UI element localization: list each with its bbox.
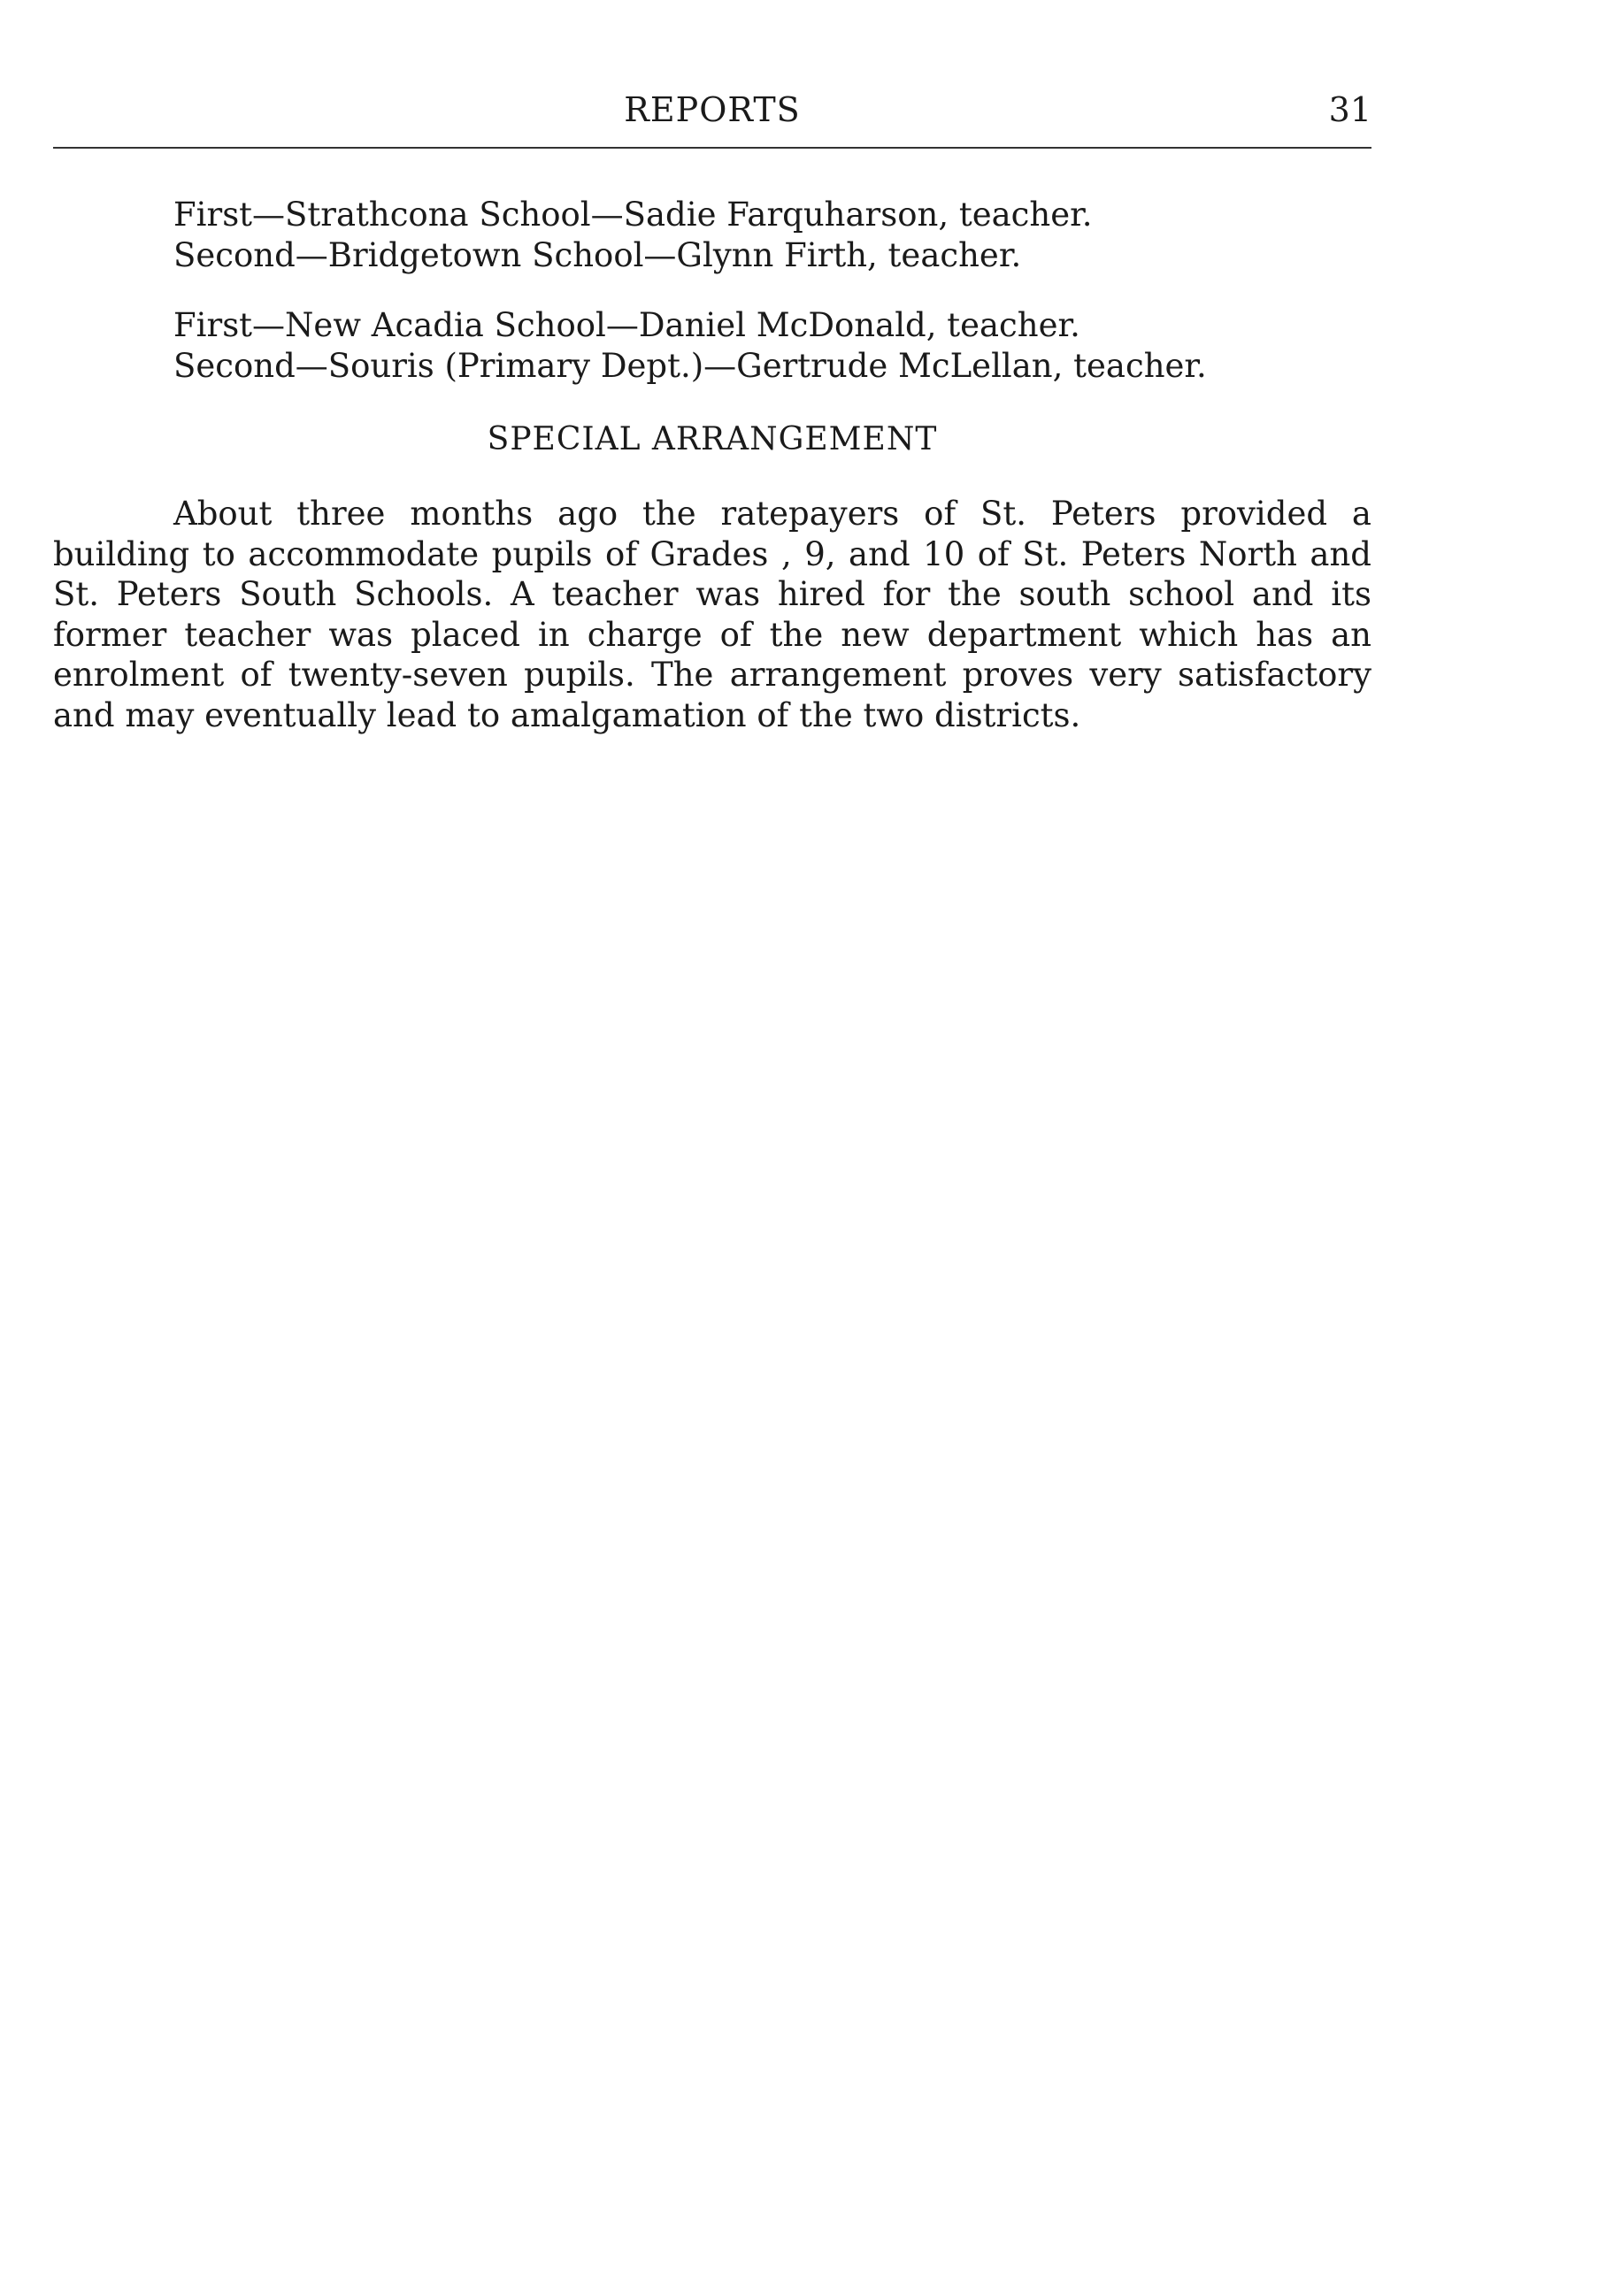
running-head — [53, 90, 1371, 143]
body-paragraph: About three months ago the ratepayers of St. Peters provided a building to accommodate pupils of Grades , 9, and 10 of St. Peters North and St. Peters South Schools. A teacher was hired for the south school and its former teacher was placed in charge of the new department which has an enrolment of twenty-seven pupils. The arrangement proves very satisfactory and may eventually lead to amalgamation of the two districts. — [53, 495, 1371, 734]
page-number: 31 — [1328, 90, 1371, 129]
award-list-2 — [173, 305, 1377, 387]
award-line-second: Second—Bridgetown School—Glynn Firth, teacher. — [173, 236, 1022, 274]
header-rule — [53, 147, 1371, 149]
award-line-first: First—Strathcona School—Sadie Farquharson, teacher. — [173, 196, 1093, 234]
section-heading: SPECIAL ARRANGEMENT — [487, 421, 938, 457]
award-line-first: First—New Acadia School—Daniel McDonald, teacher. — [173, 306, 1080, 344]
running-title: REPORTS — [624, 90, 801, 129]
award-line-second: Second—Souris (Primary Dept.)—Gertrude McLellan, teacher. — [173, 347, 1207, 385]
award-list-1 — [173, 195, 1377, 276]
